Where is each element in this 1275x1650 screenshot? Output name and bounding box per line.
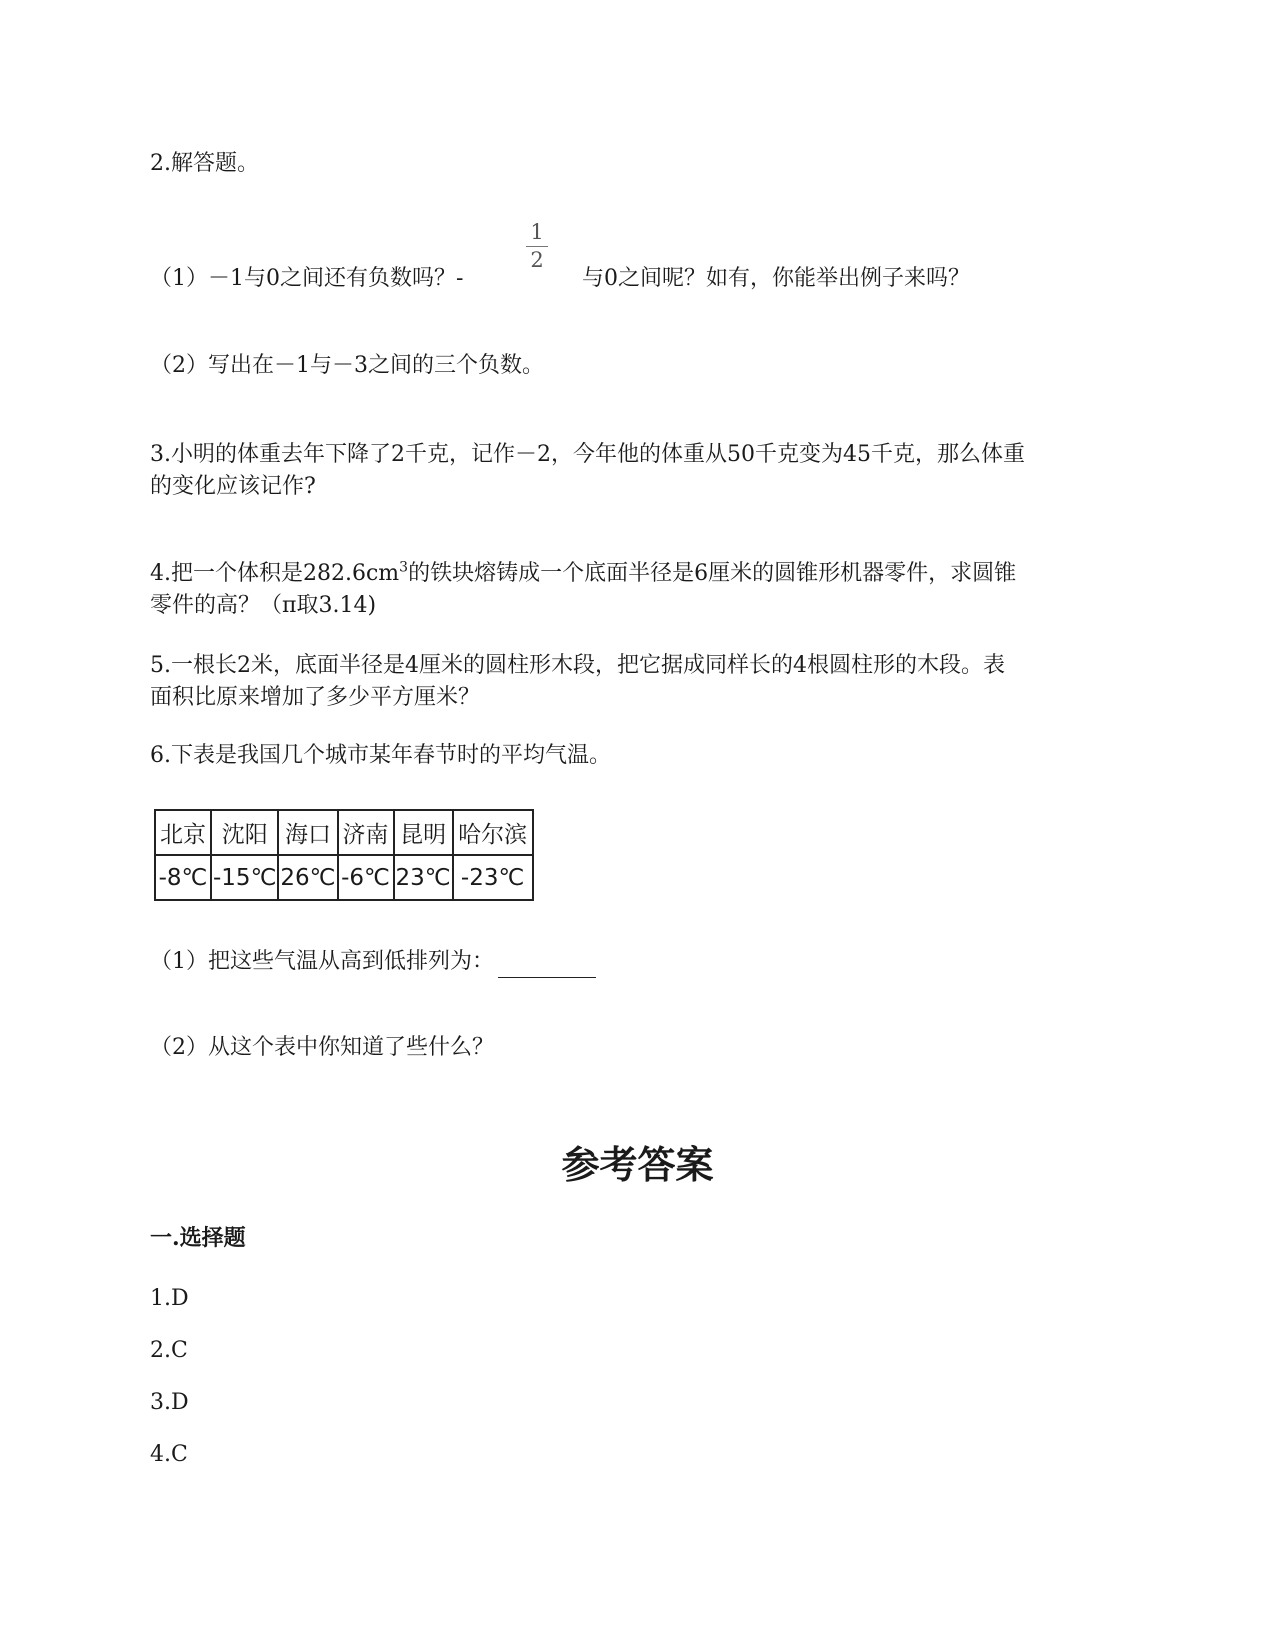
table-cell-temp: -8℃: [155, 855, 211, 900]
question-6-title: 6.下表是我国几个城市某年春节时的平均气温。: [150, 743, 611, 768]
question-2-1-part1: （1）－1与0之间还有负数吗？-: [150, 266, 464, 291]
question-2-title: 2.解答题。: [150, 151, 259, 176]
table-cell-temp: -15℃: [211, 855, 278, 900]
question-5-line2: 面积比原来增加了多少平方厘米？: [150, 685, 481, 710]
question-3-line2: 的变化应该记作?: [150, 474, 316, 499]
question-6-1-text: （1）把这些气温从高到低排列为：: [150, 949, 494, 974]
table-cell-temp: 23℃: [394, 855, 453, 900]
table-cell-temp: -6℃: [338, 855, 394, 900]
fraction-denominator: 2: [530, 248, 544, 272]
section-title-multiple-choice: 一.选择题: [150, 1225, 246, 1251]
superscript-cubed: 3: [399, 559, 409, 576]
question-3-line1: 3.小明的体重去年下降了2千克，记作－2，今年他的体重从50千克变为45千克，那么体重: [150, 442, 1025, 467]
question-6-1: [150, 946, 596, 978]
fraction-one-half: [526, 222, 548, 270]
answer-blank: [498, 953, 596, 978]
question-5-line1: 5.一根长2米，底面半径是4厘米的圆柱形木段，把它据成同样长的4根圆柱形的木段。表: [150, 653, 1005, 678]
fraction-bar: [526, 246, 548, 247]
answer-item: 3.D: [150, 1390, 189, 1415]
table-cell-city: 济南: [338, 810, 394, 855]
table-cell-city: 海口: [278, 810, 337, 855]
question-4-line1: [150, 558, 1016, 590]
question-4-text-a: 4.把一个体积是282.6cm: [150, 561, 400, 586]
table-cell-temp: 26℃: [278, 855, 337, 900]
temperature-table: [154, 809, 534, 901]
table-cell-city: 昆明: [394, 810, 453, 855]
question-2-1-part2: 与0之间呢？如有，你能举出例子来吗？: [582, 266, 970, 291]
table-cell-city: 哈尔滨: [453, 810, 533, 855]
answers-heading: 参考答案: [561, 1142, 714, 1187]
question-4-line2: 零件的高？（π取3.14): [150, 593, 377, 618]
table-cell-temp: -23℃: [453, 855, 533, 900]
question-6-2: （2）从这个表中你知道了些什么？: [150, 1035, 494, 1060]
question-2-2: （2）写出在－1与－3之间的三个负数。: [150, 353, 544, 378]
table-cell-city: 沈阳: [211, 810, 278, 855]
table-row-cities: [155, 810, 533, 855]
table-cell-city: 北京: [155, 810, 211, 855]
question-4-text-b: 的铁块熔铸成一个底面半径是6厘米的圆锥形机器零件，求圆锥: [408, 561, 1017, 586]
table-row-temps: [155, 855, 533, 900]
answer-item: 4.C: [150, 1442, 188, 1467]
answer-item: 1.D: [150, 1286, 189, 1311]
fraction-numerator: 1: [530, 220, 544, 244]
answer-item: 2.C: [150, 1338, 188, 1363]
